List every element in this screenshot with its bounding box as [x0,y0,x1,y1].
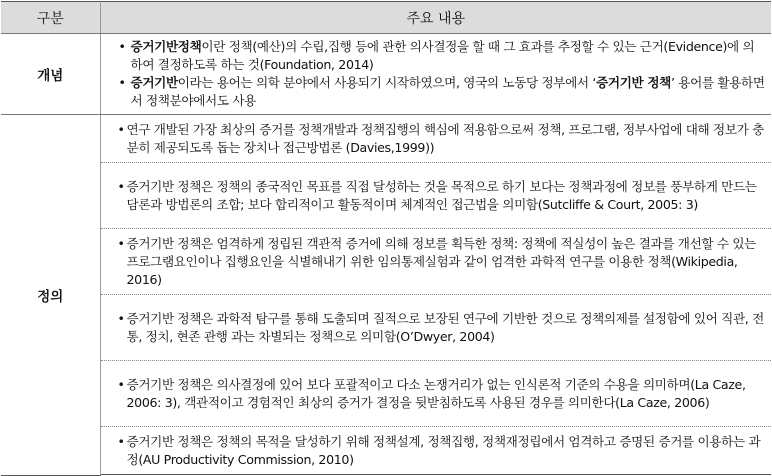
policy-table [1,1,771,476]
concept-label: 개념 [1,34,100,115]
header-category: 구분 [1,2,100,34]
definition-item: • 증거기반 정책은 정책의 종국적인 목표를 직접 달성하는 것을 목적으로 하기 보다는 정책과정에 정보를 풍부하게 만드는 담론과 방법론의 조합; 보다 합리적이고 활동적이며 체계적인 접근법을 의미함(Sutcliffe & Court, 2005: 3) [101,163,772,229]
concept-row [1,34,771,115]
definition-item: • 증거기반 정책은 의사결정에 있어 보다 포괄적이고 다소 논쟁거리가 없는 인식론적 기준의 수용을 의미하며(La Caze, 2006: 3), 객관적이고 경험적인 최상의 증거가 결정을 뒷받침하도록 사용된 경우를 의미한다(La Caze, 2006) [101,361,772,427]
header-content: 주요 내용 [100,2,771,34]
definition-item: • 증거기반 정책은 엄격하게 정립된 객관적 증거에 의해 정보를 획득한 정책: 정책에 적실성이 높은 결과를 개선할 수 있는 프로그램요인이나 집행요인을 식별해내기 위한 임의통제실험과 같이 엄격한 과학적 연구를 이용한 정책(Wikipedia, 2016) [101,229,772,295]
concept-item: • 증거기반정책이란 정책(예산)의 수립,집행 등에 관한 의사결정을 할 때 그 효과를 추정할 수 있는 근거(Evidence)에 의하여 결정하도록 하는 것(Foundation, 2014) [119,38,766,74]
definition-item: • 증거기반 정책은 정책의 목적을 달성하기 위해 정책설계, 정책집행, 정책재정립에서 엄격하고 증명된 증거를 이용하는 과정(AU Productivity Commission, 2010) [101,427,772,475]
definition-content [100,115,771,476]
definition-item: • 연구 개발된 가장 최상의 증거를 정책개발과 정책집행의 핵심에 적용함으로써 정책, 프로그램, 정부사업에 대해 정보가 충분히 제공되도록 돕는 장치나 접근방법론 (Davies,1999)) [101,115,772,163]
definition-item: • 증거기반 정책은 과학적 탐구를 통해 도출되며 질적으로 보장된 연구에 기반한 것으로 정책의제를 설정함에 있어 직관, 전통, 정치, 현존 관행 과는 차별되는 정책으로 의미함(O’Dwyer, 2004) [101,295,772,361]
concept-content [100,34,771,115]
concept-item: • 증거기반이라는 용어는 의학 분야에서 사용되기 시작하였으며, 영국의 노동당 정부에서 ‘증거기반 정책’ 용어를 활용하면서 정책분야에서도 사용 [119,74,766,110]
definition-row [1,115,771,476]
header-row [1,2,771,34]
definition-label: 정의 [1,115,100,476]
